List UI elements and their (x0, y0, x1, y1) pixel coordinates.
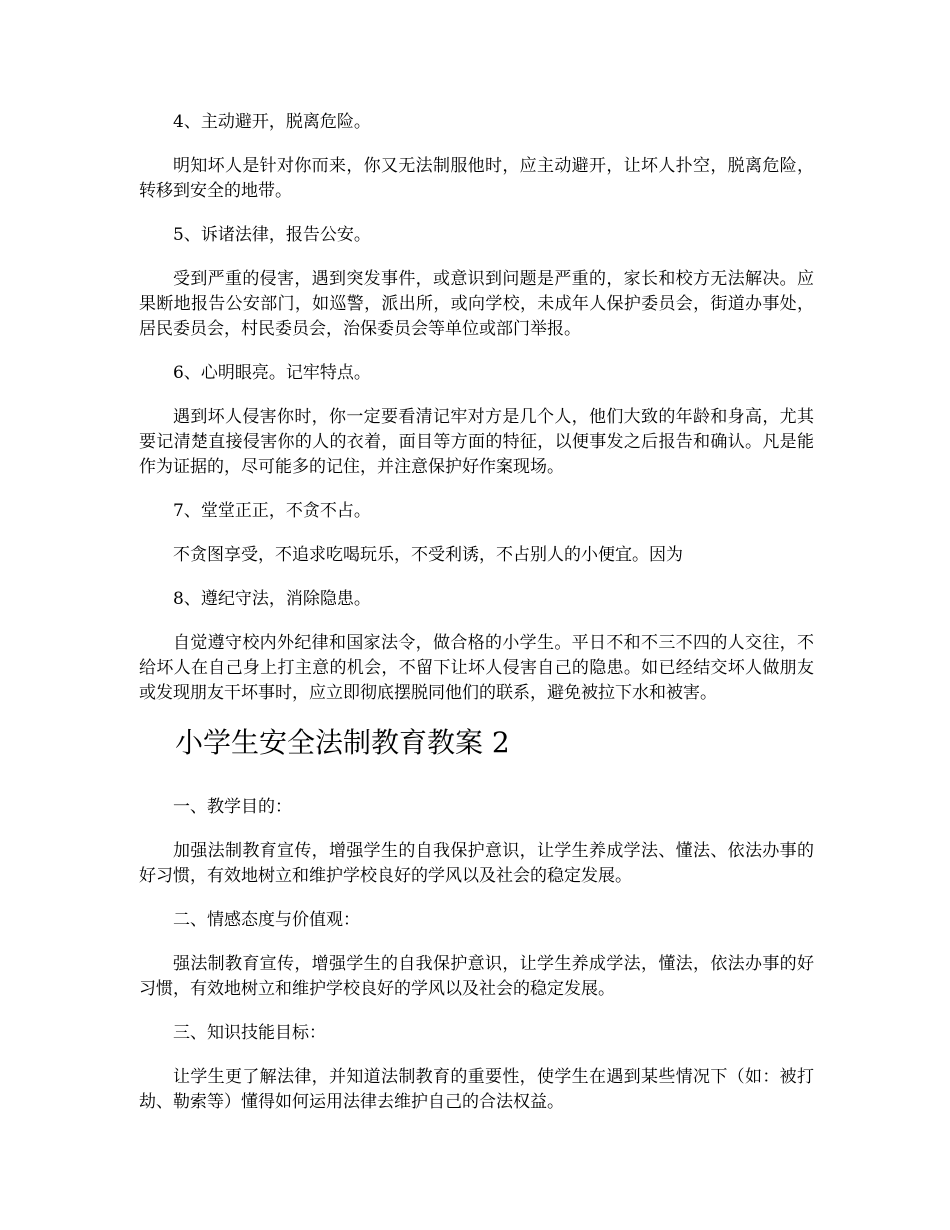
item-body: 自觉遵守校内外纪律和国家法令，做合格的小学生。平日不和不三不四的人交往，不给坏人在自己身上打主意的机会，不留下让坏人侵害自己的隐患。如已经结交坏人做朋友或发现朋友干坏事时，应立即彻底摆脱同他们的联系，避免被拉下水和被害。 (139, 633, 814, 703)
item-body: 强法制教育宣传，增强学生的自我保护意识，让学生养成学法，懂法，依法办事的好习惯，有效地树立和维护学校良好的学风以及社会的稳定发展。 (139, 954, 814, 999)
item-heading: 4、主动避开，脱离危险。 (173, 112, 371, 132)
item-body: 让学生更了解法律，并知道法制教育的重要性，使学生在遇到某些情况下（如：被打劫、勒索等）懂得如何运用法律去维护自己的合法权益。 (139, 1067, 814, 1112)
item-heading: 6、心明眼亮。记牢特点。 (173, 363, 371, 383)
item-heading: 二、情感态度与价值观： (173, 910, 360, 930)
item-heading: 7、堂堂正正，不贪不占。 (173, 501, 371, 521)
document-page (139, 110, 814, 1134)
item-body: 加强法制教育宣传，增强学生的自我保护意识，让学生养成学法、懂法、依法办事的好习惯，有效地树立和维护学校良好的学风以及社会的稳定发展。 (139, 841, 814, 886)
section-title: 小学生安全法制教育教案 2 (175, 726, 510, 759)
item-body: 遇到坏人侵害你时，你一定要看清记牢对方是几个人，他们大致的年龄和身高，尤其要记清楚直接侵害你的人的衣着，面目等方面的特征，以便事发之后报告和确认。凡是能作为证据的，尽可能多的记住，并注意保护好作案现场。 (139, 407, 814, 477)
item-heading: 8、遵纪守法，消除隐患。 (173, 589, 371, 609)
item-body: 明知坏人是针对你而来，你又无法制服他时，应主动避开，让坏人扑空，脱离危险，转移到安全的地带。 (139, 156, 814, 201)
item-heading: 三、知识技能目标： (173, 1023, 326, 1043)
item-heading: 5、诉诸法律，报告公安。 (173, 225, 371, 245)
item-heading: 一、教学目的： (173, 797, 292, 817)
item-body: 受到严重的侵害，遇到突发事件，或意识到问题是严重的，家长和校方无法解决。应果断地报告公安部门，如巡警，派出所，或向学校，未成年人保护委员会，街道办事处，居民委员会，村民委员会，治保委员会等单位或部门举报。 (139, 269, 814, 339)
item-body: 不贪图享受，不追求吃喝玩乐，不受利诱，不占别人的小便宜。因为 (173, 545, 683, 565)
